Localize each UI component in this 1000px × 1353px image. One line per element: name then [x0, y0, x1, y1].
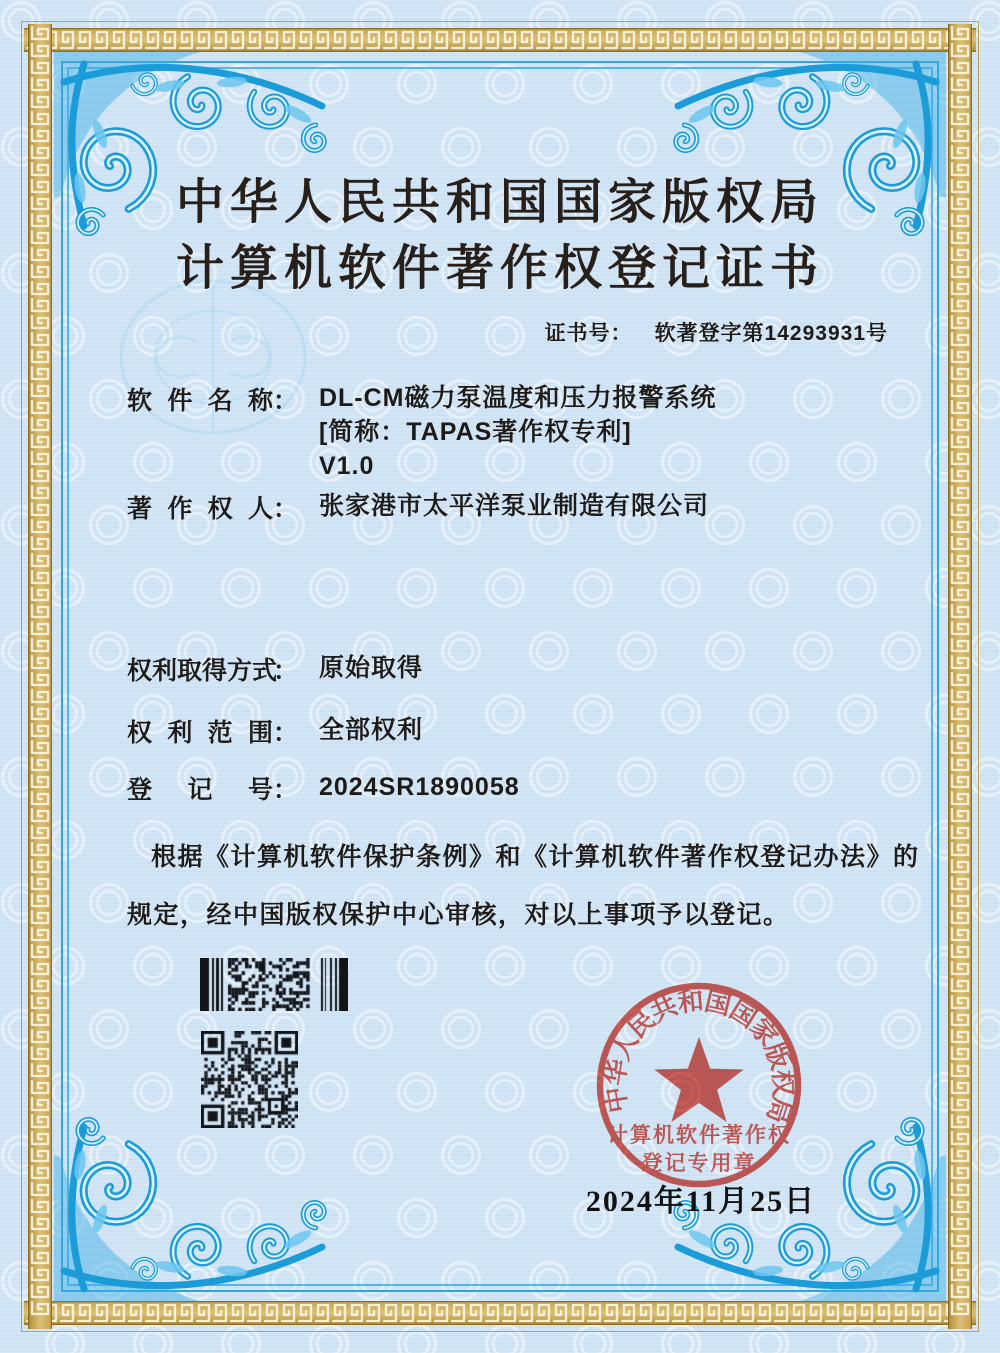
registration-number-value: 2024SR1890058 — [318, 773, 520, 801]
field-colon: ： — [273, 657, 299, 685]
corner-flourish-bottom-left — [50, 1115, 330, 1305]
field-value — [319, 713, 423, 747]
field-value — [319, 651, 423, 685]
seal-sub-line-2: 登记专用章 — [641, 1152, 757, 1175]
field-label: 权利取得方式 — [127, 657, 278, 685]
field-colon: ： — [273, 719, 299, 747]
title-line-1: 中华人民共和国国家版权局 — [175, 176, 824, 229]
seal-ring-text: 中华人民共和国国家版权局 — [599, 985, 799, 1129]
barcode-2d-icon — [200, 958, 348, 1011]
field-software-name — [127, 381, 717, 483]
seal-sub-line-1: 计算机软件著作权 — [607, 1124, 791, 1147]
rights-acquisition-value: 原始取得 — [318, 654, 423, 682]
qr-code-icon — [201, 1031, 298, 1128]
field-label: 著作权人 — [127, 495, 273, 523]
field-label: 软件名称 — [127, 387, 273, 415]
software-name-line-1: DL-CM磁力泵温度和压力报警系统 — [318, 384, 717, 412]
software-version: V1.0 — [318, 452, 375, 480]
statement-line-1: 根据《计算机软件保护条例》和《计算机软件著作权登记办法》的 — [151, 843, 920, 871]
title-line-2: 计算机软件著作权登记证书 — [175, 242, 824, 295]
statement-line-2: 规定，经中国版权保护中心审核，对以上事项予以登记。 — [127, 901, 790, 929]
rights-scope-value: 全部权利 — [318, 716, 423, 744]
field-copyright-owner — [127, 489, 709, 525]
field-label: 权利范围 — [127, 719, 273, 747]
certificate-number — [545, 317, 888, 347]
field-colon: ： — [273, 495, 299, 523]
official-seal — [584, 972, 814, 1202]
field-rights-acquisition — [127, 651, 423, 687]
field-value — [319, 381, 717, 483]
issue-date: 2024年11月25日 — [585, 1185, 817, 1218]
field-rights-scope — [127, 713, 423, 749]
field-value — [319, 770, 520, 804]
certificate-number-value: 软著登字第14293931号 — [654, 322, 888, 345]
field-value — [319, 489, 709, 523]
field-colon: ： — [273, 776, 299, 804]
copyright-owner-value: 张家港市太平洋泵业制造有限公司 — [318, 492, 709, 520]
certificate-number-label: 证书号： — [544, 322, 633, 345]
field-colon: ： — [273, 387, 299, 415]
star-icon — [654, 1037, 743, 1122]
field-registration-number — [127, 770, 520, 806]
software-name-line-2: [简称：TAPAS著作权专利] — [318, 418, 632, 446]
field-label: 登记号 — [127, 776, 273, 804]
